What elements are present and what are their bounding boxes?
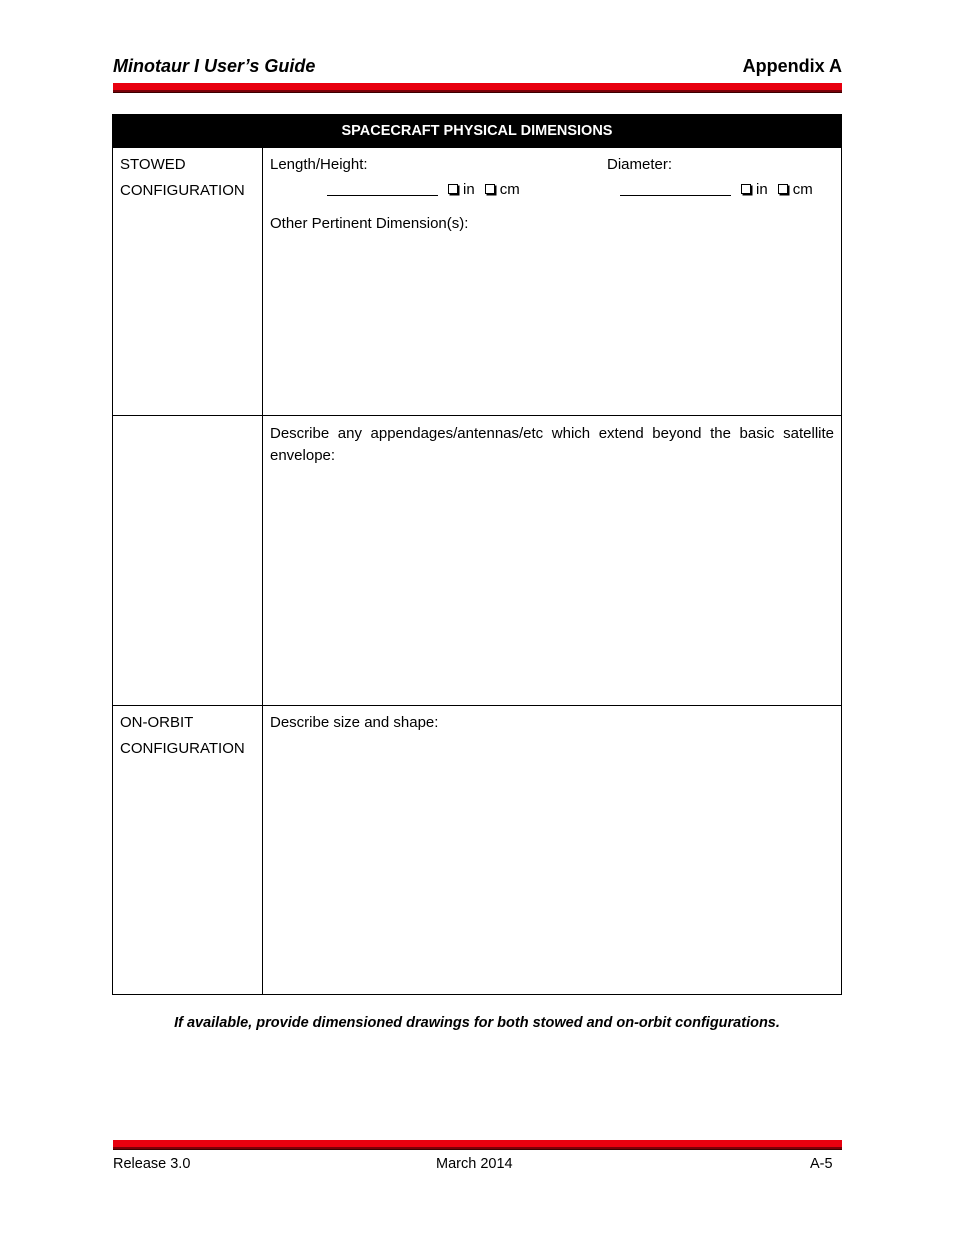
drawings-note: If available, provide dimensioned drawings for both stowed and on-orbit configurations.: [174, 1015, 780, 1031]
length-in-checkbox[interactable]: [448, 184, 458, 194]
appendages-label-cell: [113, 416, 263, 706]
on-orbit-label: ON-ORBIT: [120, 714, 194, 731]
on-orbit-content-cell: [263, 706, 842, 995]
date-label: March 2014: [436, 1156, 513, 1172]
release-label: Release 3.0: [113, 1156, 191, 1172]
stowed-label-cell: [113, 148, 263, 416]
on-orbit-label-cell: [113, 706, 263, 995]
diameter-cm-label: cm: [792, 181, 813, 198]
diameter-units: [741, 177, 813, 203]
diameter-cm-checkbox[interactable]: [778, 184, 788, 194]
stowed-content-cell: [263, 148, 842, 416]
length-in-label: in: [463, 181, 475, 198]
length-cm-label: cm: [499, 181, 520, 198]
spacecraft-dimensions-form: [112, 114, 842, 995]
appendages-content-cell: [263, 416, 842, 706]
diameter-in-label: in: [756, 181, 768, 198]
size-shape-prompt: Describe size and shape:: [270, 714, 439, 731]
on-orbit-configuration-label: CONFIGURATION: [120, 740, 245, 757]
length-height-label: Length/Height:: [270, 156, 368, 173]
diameter-in-checkbox[interactable]: [741, 184, 751, 194]
footer-rule: [113, 1140, 842, 1150]
header-rule: [113, 83, 842, 93]
appendix-label: Appendix A: [742, 56, 842, 76]
stowed-configuration-label: CONFIGURATION: [120, 182, 245, 199]
length-height-field[interactable]: [327, 195, 438, 196]
diameter-label: Diameter:: [607, 156, 673, 173]
dimension-row: [270, 152, 834, 198]
form-heading: SPACECRAFT PHYSICAL DIMENSIONS: [113, 115, 842, 148]
length-cm-checkbox[interactable]: [485, 184, 495, 194]
document-title: Minotaur I User’s Guide: [113, 56, 316, 76]
diameter-field[interactable]: [620, 195, 731, 196]
length-units: [448, 177, 520, 203]
page-number: A-5: [810, 1156, 833, 1172]
other-dimensions-label: Other Pertinent Dimension(s):: [270, 215, 469, 232]
stowed-label: STOWED: [120, 156, 186, 173]
appendages-prompt: Describe any appendages/antennas/etc which extend beyond the basic satellite envelope:: [270, 425, 834, 464]
